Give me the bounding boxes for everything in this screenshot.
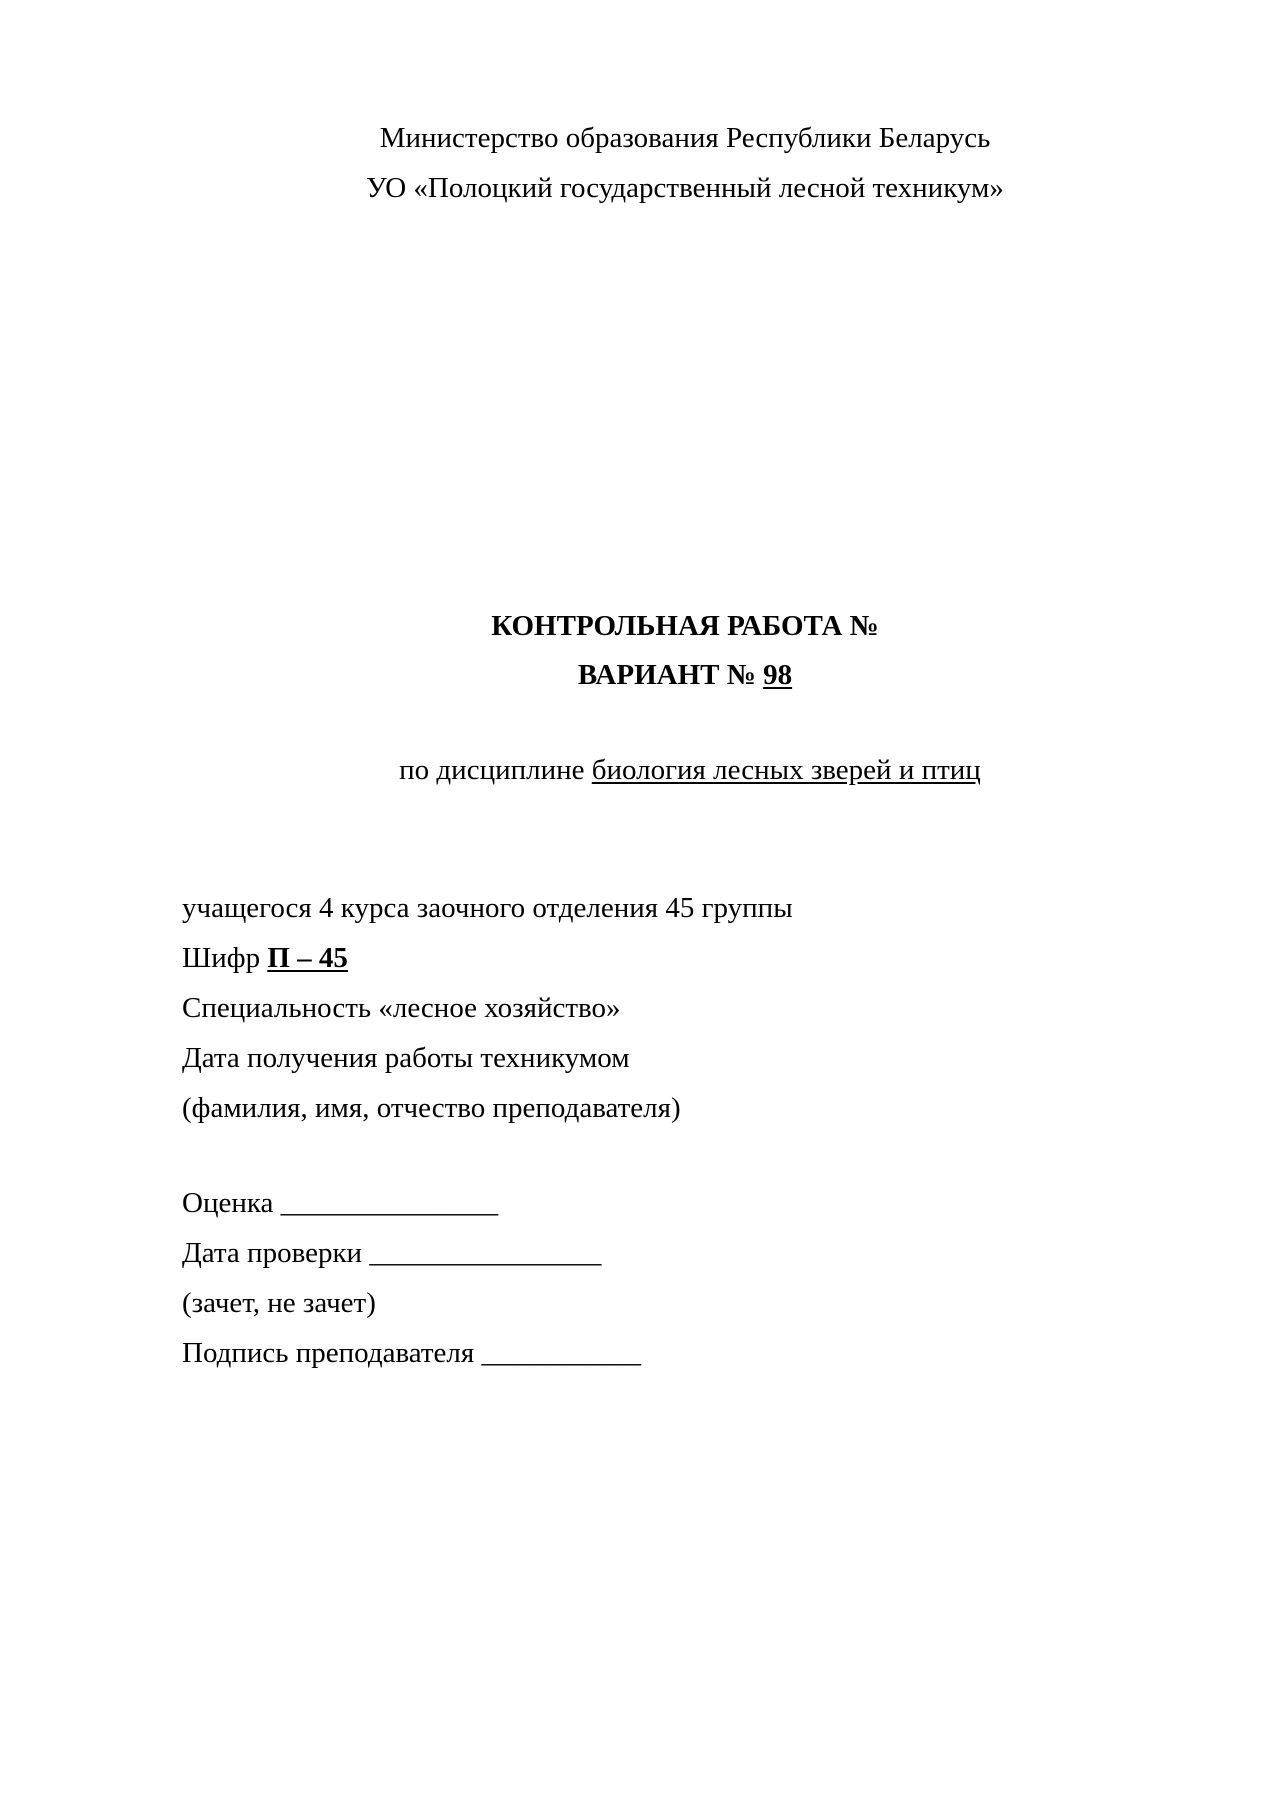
teacher-name-hint: (фамилия, имя, отчество преподавателя) bbox=[182, 1092, 681, 1124]
specialty-line: Специальность «лесное хозяйство» bbox=[182, 992, 621, 1024]
check-date-line: Дата проверки ________________ bbox=[182, 1237, 602, 1269]
work-title: КОНТРОЛЬНАЯ РАБОТА № bbox=[491, 610, 879, 642]
cipher-line bbox=[182, 941, 348, 976]
received-date-line: Дата получения работы техникумом bbox=[182, 1042, 630, 1074]
institution-line: УО «Полоцкий государственный лесной техникум» bbox=[366, 172, 1004, 204]
variant-label: ВАРИАНТ № bbox=[577, 659, 756, 691]
course-line: учащегося 4 курса заочного отделения 45 группы bbox=[182, 892, 793, 924]
cipher-label: Шифр bbox=[182, 942, 261, 974]
teacher-signature-line: Подпись преподавателя ___________ bbox=[182, 1337, 641, 1369]
pass-hint-line: (зачет, не зачет) bbox=[182, 1287, 376, 1319]
variant-number: 98 bbox=[763, 659, 793, 691]
discipline-line bbox=[100, 753, 1280, 788]
variant-line bbox=[110, 658, 1260, 693]
ministry-line: Министерство образования Республики Беларусь bbox=[379, 122, 991, 154]
discipline-prefix: по дисциплине bbox=[399, 754, 585, 786]
discipline-name: биология лесных зверей и птиц bbox=[591, 754, 981, 786]
cipher-value: П – 45 bbox=[267, 942, 348, 974]
grade-line: Оценка _______________ bbox=[182, 1187, 499, 1219]
